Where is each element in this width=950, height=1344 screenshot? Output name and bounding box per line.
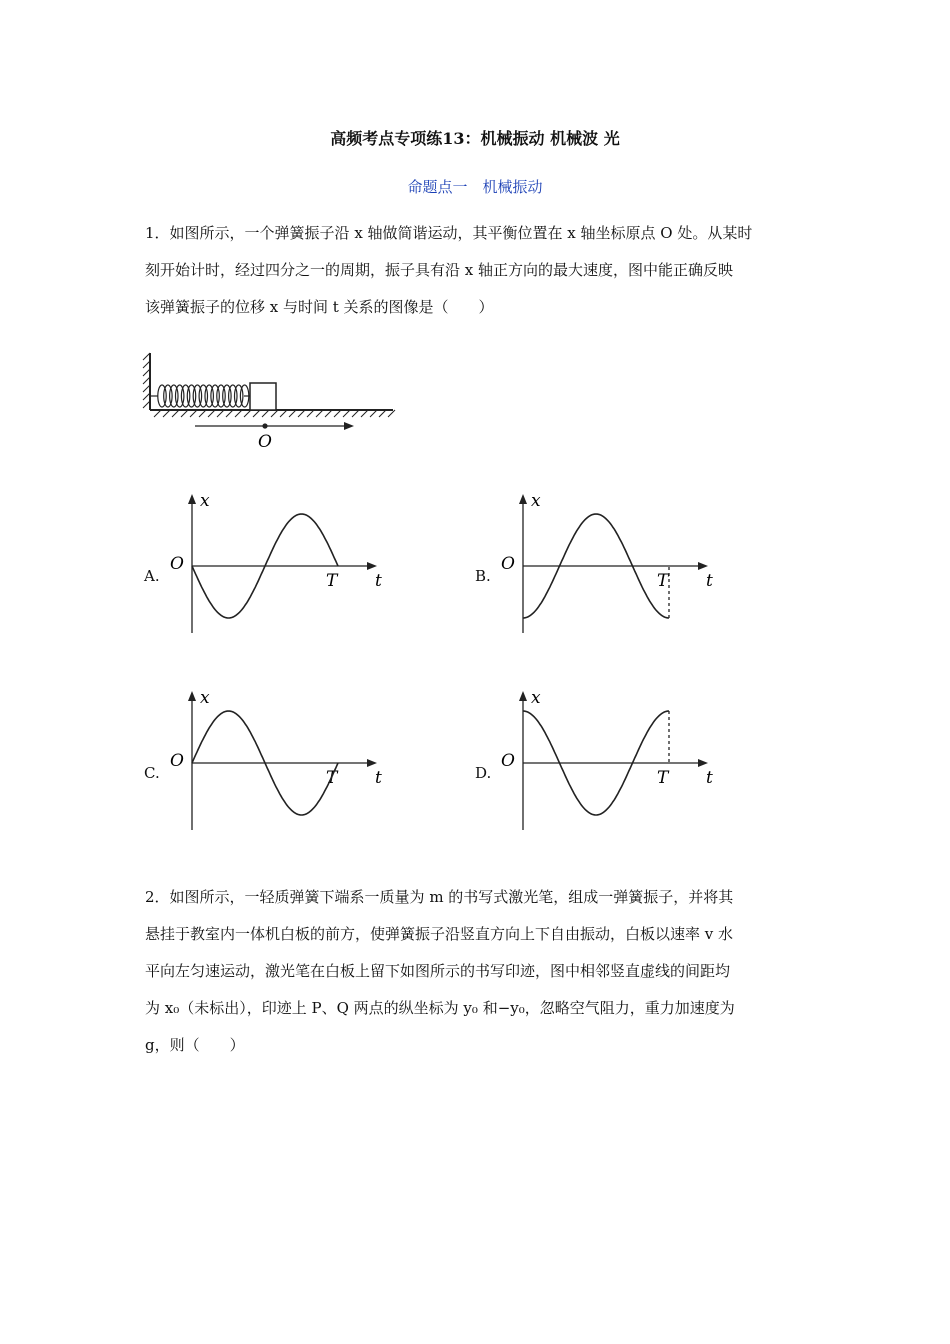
question-1-line: 1．如图所示，一个弹簧振子沿 x 轴做简谐运动，其平衡位置在 x 轴坐标原点 O 处。从某时 (145, 224, 753, 242)
question-1-line: 刻开始计时，经过四分之一的周期，振子具有沿 x 轴正方向的最大速度，图中能正确反映 (145, 261, 733, 279)
origin-label: O (258, 432, 272, 452)
period-label: T (326, 768, 338, 788)
option-d-graph (496, 685, 726, 835)
question-2-line: 2．如图所示，一轻质弹簧下端系一质量为 m 的书写式激光笔，组成一弹簧振子，并将其 (145, 888, 734, 906)
option-d-label: D. (475, 764, 492, 782)
question-1-text (145, 215, 815, 326)
option-a-graph (165, 488, 395, 638)
origin-label: O (501, 554, 515, 574)
question-2-line: g，则（ ） (145, 1036, 245, 1054)
period-label: T (326, 571, 338, 591)
origin-label: O (501, 751, 515, 771)
period-label: T (657, 768, 669, 788)
t-axis-label: t (706, 571, 713, 591)
question-1-line: 该弹簧振子的位移 x 与时间 t 关系的图像是（ ） (145, 298, 494, 316)
section-heading: 命题点一 机械振动 (407, 178, 543, 196)
question-2-line: 悬挂于教室内一体机白板的前方，使弹簧振子沿竖直方向上下自由振动，白板以速率 v 水 (145, 925, 734, 943)
option-c-graph (165, 685, 395, 835)
option-a-label: A. (144, 567, 160, 585)
option-b-graph (496, 488, 726, 638)
page-title: 高频考点专项练13：机械振动 机械波 光 (330, 129, 620, 148)
x-axis-label: x (200, 491, 210, 511)
origin-label: O (170, 554, 184, 574)
origin-label: O (170, 751, 184, 771)
question-2-text (145, 879, 815, 1064)
x-axis-label: x (531, 491, 541, 511)
t-axis-label: t (375, 768, 382, 788)
option-c-label: C. (144, 764, 160, 782)
question-2-line: 为 x₀（未标出），印迹上 P、Q 两点的纵坐标为 y₀ 和−y₀，忽略空气阻力，重力加速度为 (145, 999, 735, 1017)
t-axis-label: t (706, 768, 713, 788)
spring-oscillator-figure (140, 348, 400, 453)
question-2-line: 平向左匀速运动，激光笔在白板上留下如图所示的书写印迹，图中相邻竖直虚线的间距均 (145, 962, 731, 980)
period-label: T (657, 571, 669, 591)
option-b-label: B. (475, 567, 491, 585)
x-axis-label: x (200, 688, 210, 708)
t-axis-label: t (375, 571, 382, 591)
x-axis-label: x (531, 688, 541, 708)
